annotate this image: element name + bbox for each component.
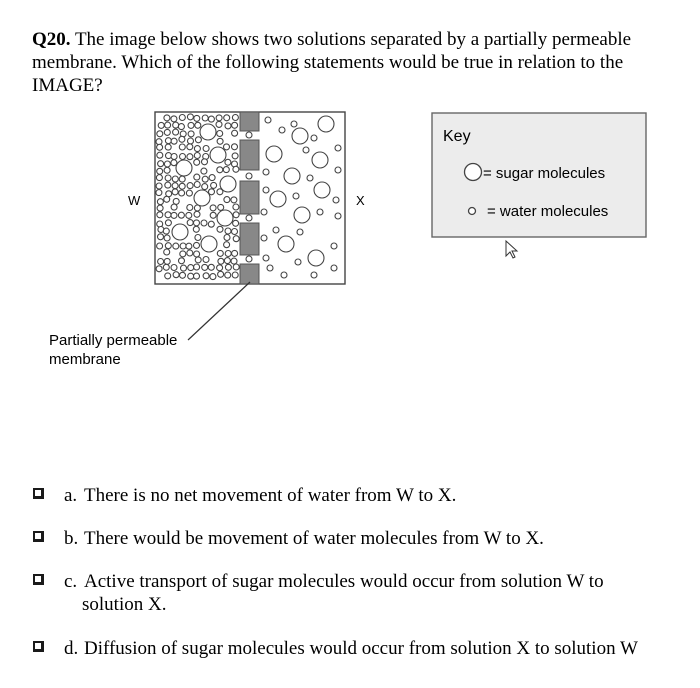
water-molecule bbox=[164, 196, 170, 202]
water-molecule bbox=[193, 226, 199, 232]
water-molecule bbox=[202, 184, 208, 190]
water-molecule bbox=[194, 182, 200, 188]
water-molecule bbox=[171, 212, 177, 218]
water-molecule bbox=[217, 250, 223, 256]
water-molecule bbox=[179, 183, 185, 189]
mouse-cursor-icon bbox=[506, 241, 517, 258]
water-molecule bbox=[195, 122, 201, 128]
option-d-text: Diffusion of sugar molecules would occur from solution X to solution W bbox=[84, 638, 638, 659]
water-molecule bbox=[158, 234, 164, 240]
water-molecule bbox=[281, 272, 287, 278]
sugar-molecule bbox=[318, 116, 334, 132]
water-molecule bbox=[246, 215, 252, 221]
water-molecule bbox=[267, 265, 273, 271]
water-molecule bbox=[297, 229, 303, 235]
water-molecule bbox=[217, 226, 223, 232]
water-molecule bbox=[173, 272, 179, 278]
water-molecule bbox=[209, 175, 215, 181]
water-molecule bbox=[194, 273, 200, 279]
water-molecule bbox=[216, 115, 222, 121]
water-molecule bbox=[217, 189, 223, 195]
water-molecule bbox=[218, 258, 224, 264]
water-molecule bbox=[335, 167, 341, 173]
water-molecule bbox=[216, 121, 222, 127]
water-molecule bbox=[194, 174, 200, 180]
water-molecule bbox=[225, 123, 231, 129]
water-molecule bbox=[333, 197, 339, 203]
water-molecule bbox=[217, 138, 223, 144]
water-molecule bbox=[208, 264, 214, 270]
sugar-molecule bbox=[270, 191, 286, 207]
sugar-molecule bbox=[278, 236, 294, 252]
sugar-molecule bbox=[284, 168, 300, 184]
water-molecule bbox=[293, 193, 299, 199]
sugar-molecule bbox=[314, 182, 330, 198]
label-w: W bbox=[128, 193, 141, 208]
water-molecule bbox=[165, 273, 171, 279]
water-molecule bbox=[225, 228, 231, 234]
water-molecule bbox=[187, 114, 193, 120]
water-molecule bbox=[291, 121, 297, 127]
water-molecule bbox=[187, 220, 193, 226]
water-molecule bbox=[225, 264, 231, 270]
sugar-molecule-icon bbox=[465, 164, 482, 181]
water-molecule bbox=[203, 257, 209, 263]
water-molecule bbox=[202, 176, 208, 182]
water-molecule bbox=[156, 183, 162, 189]
membrane-pointer-line bbox=[188, 282, 250, 340]
water-molecule bbox=[232, 250, 238, 256]
water-molecule bbox=[217, 265, 223, 271]
water-molecule bbox=[224, 115, 230, 121]
water-molecule bbox=[307, 175, 313, 181]
water-molecule bbox=[233, 204, 239, 210]
water-molecule bbox=[210, 212, 216, 218]
water-molecule bbox=[224, 197, 230, 203]
water-molecule bbox=[279, 127, 285, 133]
water-molecule bbox=[194, 251, 200, 257]
water-molecule bbox=[178, 212, 184, 218]
water-molecule bbox=[157, 199, 163, 205]
question-body: The image below shows two solutions separated by a partially permeable membrane. Which of the following statements would be true in relation to the IMAGE? bbox=[32, 29, 632, 96]
water-molecule bbox=[156, 139, 162, 145]
water-molecule bbox=[194, 242, 200, 248]
water-molecule bbox=[223, 167, 229, 173]
water-molecule bbox=[335, 213, 341, 219]
question-number: Q20. bbox=[32, 29, 71, 50]
water-molecule bbox=[188, 122, 194, 128]
water-molecule bbox=[158, 259, 164, 265]
water-molecule bbox=[224, 258, 230, 264]
water-molecule bbox=[187, 205, 193, 211]
water-molecule bbox=[194, 220, 200, 226]
water-molecule bbox=[179, 258, 185, 264]
water-molecule bbox=[165, 243, 171, 249]
water-molecule bbox=[265, 117, 271, 123]
water-molecule bbox=[225, 159, 231, 165]
water-molecule bbox=[224, 242, 230, 248]
water-molecule bbox=[180, 154, 186, 160]
water-molecule bbox=[231, 258, 237, 264]
water-molecule bbox=[232, 272, 238, 278]
sugar-molecule bbox=[200, 124, 216, 140]
water-molecule bbox=[311, 272, 317, 278]
water-molecule bbox=[164, 167, 170, 173]
water-molecule bbox=[233, 166, 239, 172]
water-molecule bbox=[188, 131, 194, 137]
water-molecule bbox=[157, 243, 163, 249]
water-molecule bbox=[233, 220, 239, 226]
water-molecule bbox=[217, 131, 223, 137]
water-molecule bbox=[156, 266, 162, 272]
water-molecule bbox=[232, 122, 238, 128]
water-molecule bbox=[232, 144, 238, 150]
water-molecule bbox=[164, 258, 170, 264]
water-molecule bbox=[210, 274, 216, 280]
sugar-molecule bbox=[194, 190, 210, 206]
key-water-label: = water molecules bbox=[487, 203, 609, 220]
option-a-text: There is no net movement of water from W to X. bbox=[84, 485, 457, 506]
water-molecule bbox=[261, 209, 267, 215]
water-molecule bbox=[180, 251, 186, 257]
water-molecule bbox=[165, 122, 171, 128]
water-molecule bbox=[261, 235, 267, 241]
water-molecule bbox=[171, 154, 177, 160]
water-molecule bbox=[186, 212, 192, 218]
water-molecule bbox=[165, 182, 171, 188]
sugar-molecule bbox=[217, 210, 233, 226]
water-molecule bbox=[188, 273, 194, 279]
water-molecule bbox=[178, 124, 184, 130]
water-molecule bbox=[195, 235, 201, 241]
water-molecule bbox=[273, 227, 279, 233]
water-molecule bbox=[202, 115, 208, 121]
water-molecule bbox=[218, 271, 224, 277]
water-molecule bbox=[203, 146, 209, 152]
water-molecule bbox=[233, 236, 239, 242]
water-molecule bbox=[311, 135, 317, 141]
water-molecule bbox=[232, 130, 238, 136]
water-molecule bbox=[186, 190, 192, 196]
water-molecule bbox=[188, 138, 194, 144]
water-molecule bbox=[179, 144, 185, 150]
water-molecule bbox=[186, 243, 192, 249]
water-molecule bbox=[173, 129, 179, 135]
water-molecule bbox=[194, 153, 200, 159]
water-molecule bbox=[179, 136, 185, 142]
water-molecule bbox=[232, 229, 238, 235]
water-molecule bbox=[172, 189, 178, 195]
water-molecule bbox=[171, 138, 177, 144]
water-molecule bbox=[164, 235, 170, 241]
water-molecule bbox=[181, 265, 187, 271]
water-molecule bbox=[194, 146, 200, 152]
water-molecule bbox=[163, 264, 169, 270]
checkbox-b[interactable] bbox=[33, 531, 44, 542]
checkbox-a[interactable] bbox=[33, 488, 44, 499]
water-molecule bbox=[157, 131, 163, 137]
water-molecule bbox=[165, 144, 171, 150]
water-molecule bbox=[179, 115, 185, 121]
sugar-molecule bbox=[292, 128, 308, 144]
water-molecule bbox=[179, 176, 185, 182]
water-molecule bbox=[295, 259, 301, 265]
sugar-molecule bbox=[172, 224, 188, 240]
water-molecule bbox=[165, 220, 171, 226]
water-molecule bbox=[188, 265, 194, 271]
water-molecule bbox=[165, 212, 171, 218]
water-molecule bbox=[218, 204, 224, 210]
checkbox-c[interactable] bbox=[33, 574, 44, 585]
option-c-text: Active transport of sugar molecules would occur from solution W to bbox=[84, 571, 604, 592]
label-x: X bbox=[356, 193, 365, 208]
option-b-text: There would be movement of water molecules from W to X. bbox=[84, 528, 544, 549]
water-molecule bbox=[194, 115, 200, 121]
water-molecule bbox=[211, 182, 217, 188]
membrane-label-line2: membrane bbox=[49, 351, 121, 368]
water-molecule bbox=[157, 144, 163, 150]
water-molecule bbox=[156, 175, 162, 181]
option-b-letter: b. bbox=[64, 528, 79, 549]
water-molecule bbox=[171, 204, 177, 210]
sugar-molecule bbox=[201, 236, 217, 252]
water-molecule bbox=[201, 220, 207, 226]
water-molecule bbox=[246, 132, 252, 138]
water-molecule-icon bbox=[469, 208, 476, 215]
water-molecule bbox=[158, 161, 164, 167]
water-molecule bbox=[194, 264, 200, 270]
water-molecule bbox=[201, 168, 207, 174]
option-d-letter: d. bbox=[64, 638, 79, 659]
water-molecule bbox=[317, 209, 323, 215]
water-molecule bbox=[263, 169, 269, 175]
sugar-molecule bbox=[308, 250, 324, 266]
water-molecule bbox=[233, 264, 239, 270]
water-molecule bbox=[165, 175, 171, 181]
key-title: Key bbox=[443, 128, 471, 145]
water-molecule bbox=[195, 257, 201, 263]
option-c-letter: c. bbox=[64, 571, 78, 592]
water-molecule bbox=[165, 138, 171, 144]
sugar-molecule bbox=[294, 207, 310, 223]
key-sugar-label: = sugar molecules bbox=[483, 165, 606, 182]
water-molecule bbox=[194, 159, 200, 165]
water-molecule bbox=[173, 198, 179, 204]
water-molecule bbox=[157, 168, 163, 174]
water-molecule bbox=[173, 122, 179, 128]
water-molecule bbox=[208, 221, 214, 227]
water-molecule bbox=[210, 205, 216, 211]
water-molecule bbox=[157, 152, 163, 158]
water-molecule bbox=[156, 190, 162, 196]
water-molecule bbox=[164, 249, 170, 255]
water-molecule bbox=[246, 256, 252, 262]
water-molecule bbox=[202, 159, 208, 165]
water-molecule bbox=[179, 190, 185, 196]
water-molecule bbox=[171, 116, 177, 122]
water-molecule bbox=[171, 160, 177, 166]
water-molecule bbox=[217, 167, 223, 173]
water-molecule bbox=[187, 154, 193, 160]
water-molecule bbox=[164, 161, 170, 167]
water-molecule bbox=[202, 264, 208, 270]
water-molecule bbox=[331, 243, 337, 249]
water-molecule bbox=[194, 205, 200, 211]
water-molecule bbox=[166, 153, 172, 159]
water-molecule bbox=[208, 116, 214, 122]
water-molecule bbox=[263, 187, 269, 193]
membrane-label-line1: Partially permeable bbox=[49, 332, 178, 349]
water-molecule bbox=[232, 153, 238, 159]
sugar-molecule bbox=[210, 147, 226, 163]
water-molecule bbox=[231, 197, 237, 203]
water-molecule bbox=[157, 205, 163, 211]
water-molecule bbox=[303, 147, 309, 153]
option-a-letter: a. bbox=[64, 485, 78, 506]
water-molecule bbox=[225, 272, 231, 278]
water-molecule bbox=[171, 265, 177, 271]
sugar-molecule bbox=[176, 160, 192, 176]
water-molecule bbox=[203, 273, 209, 279]
water-molecule bbox=[209, 189, 215, 195]
water-molecule bbox=[164, 129, 170, 135]
water-molecule bbox=[335, 145, 341, 151]
sugar-molecule bbox=[312, 152, 328, 168]
water-molecule bbox=[187, 250, 193, 256]
water-molecule bbox=[225, 251, 231, 257]
water-molecule bbox=[224, 144, 230, 150]
water-molecule bbox=[173, 243, 179, 249]
water-molecule bbox=[164, 115, 170, 121]
water-molecule bbox=[163, 228, 169, 234]
checkbox-d[interactable] bbox=[33, 641, 44, 652]
water-molecule bbox=[331, 265, 337, 271]
water-molecule bbox=[172, 183, 178, 189]
water-molecule bbox=[263, 255, 269, 261]
water-molecule bbox=[195, 137, 201, 143]
sugar-molecule bbox=[266, 146, 282, 162]
water-molecule bbox=[180, 243, 186, 249]
water-molecule bbox=[172, 176, 178, 182]
water-molecule bbox=[157, 212, 163, 218]
option-c-text-line2: solution X. bbox=[82, 594, 167, 615]
water-molecule bbox=[180, 272, 186, 278]
water-molecule bbox=[232, 115, 238, 121]
water-molecule bbox=[187, 183, 193, 189]
water-molecule bbox=[158, 122, 164, 128]
water-molecule bbox=[187, 144, 193, 150]
water-molecule bbox=[194, 211, 200, 217]
water-molecule bbox=[233, 212, 239, 218]
water-molecule bbox=[246, 173, 252, 179]
water-molecule bbox=[224, 235, 230, 241]
